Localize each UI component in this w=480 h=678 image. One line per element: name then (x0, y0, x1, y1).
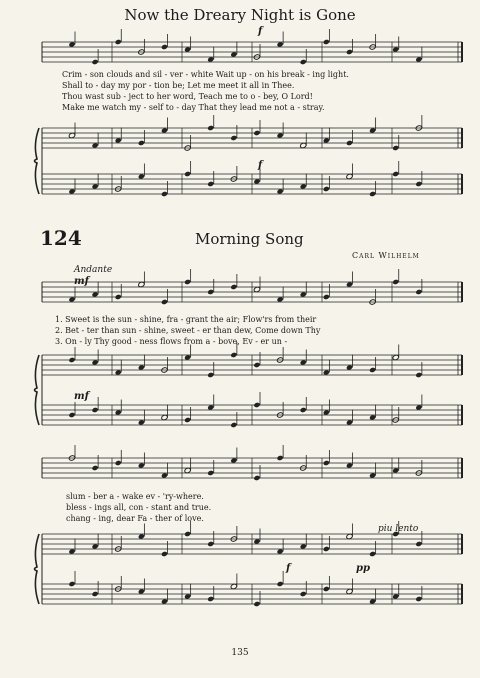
lyric-line: Crim - son clouds and sil - ver - white Wait up - on his break - ing light. (62, 70, 349, 79)
lyric-line: chang - ing, dear Fa - ther of love. (66, 514, 204, 523)
lyric-line: Thou wast sub - ject to her word, Teach me to o - bey, O Lord! (62, 92, 313, 101)
dynamic-mezzo-forte: mf (74, 391, 89, 402)
dynamic-forte: f (258, 26, 263, 37)
dynamic-forte: f (258, 160, 263, 171)
lyric-line: 1. Sweet is the sun - shine, fra - grant the air; Flow'rs from their (55, 315, 317, 324)
lyric-line: bless - ings all, con - stant and true. (66, 503, 212, 512)
lyric-line: Shall to - day my por - tion be; Let me meet it all in Thee. (62, 81, 295, 90)
lyric-line: 2. Bet - ter than sun - shine, sweet - er than dew, Come down Thy (55, 326, 321, 335)
hymn-number: 124 (40, 226, 82, 250)
dynamic-forte: f (286, 563, 291, 574)
dynamic-mezzo-forte: mf (74, 276, 89, 287)
tempo-change-marking: piu lento (378, 524, 419, 534)
lyric-line: 3. On - ly Thy good - ness flows from a - bove, Ev - er un - (55, 337, 288, 346)
lyric-line: slum - ber a - wake ev - 'ry-where. (66, 492, 204, 501)
hymn-title: Morning Song (195, 230, 304, 248)
dynamic-pianissimo: pp (356, 563, 370, 574)
composer-name: Carl Wilhelm (352, 251, 420, 260)
hymn-top-title: Now the Dreary Night is Gone (124, 6, 356, 24)
lyric-line: Make me watch my - self to - day That they lead me not a - stray. (62, 103, 325, 112)
tempo-marking: Andante (74, 265, 113, 275)
page-number: 135 (231, 648, 249, 658)
